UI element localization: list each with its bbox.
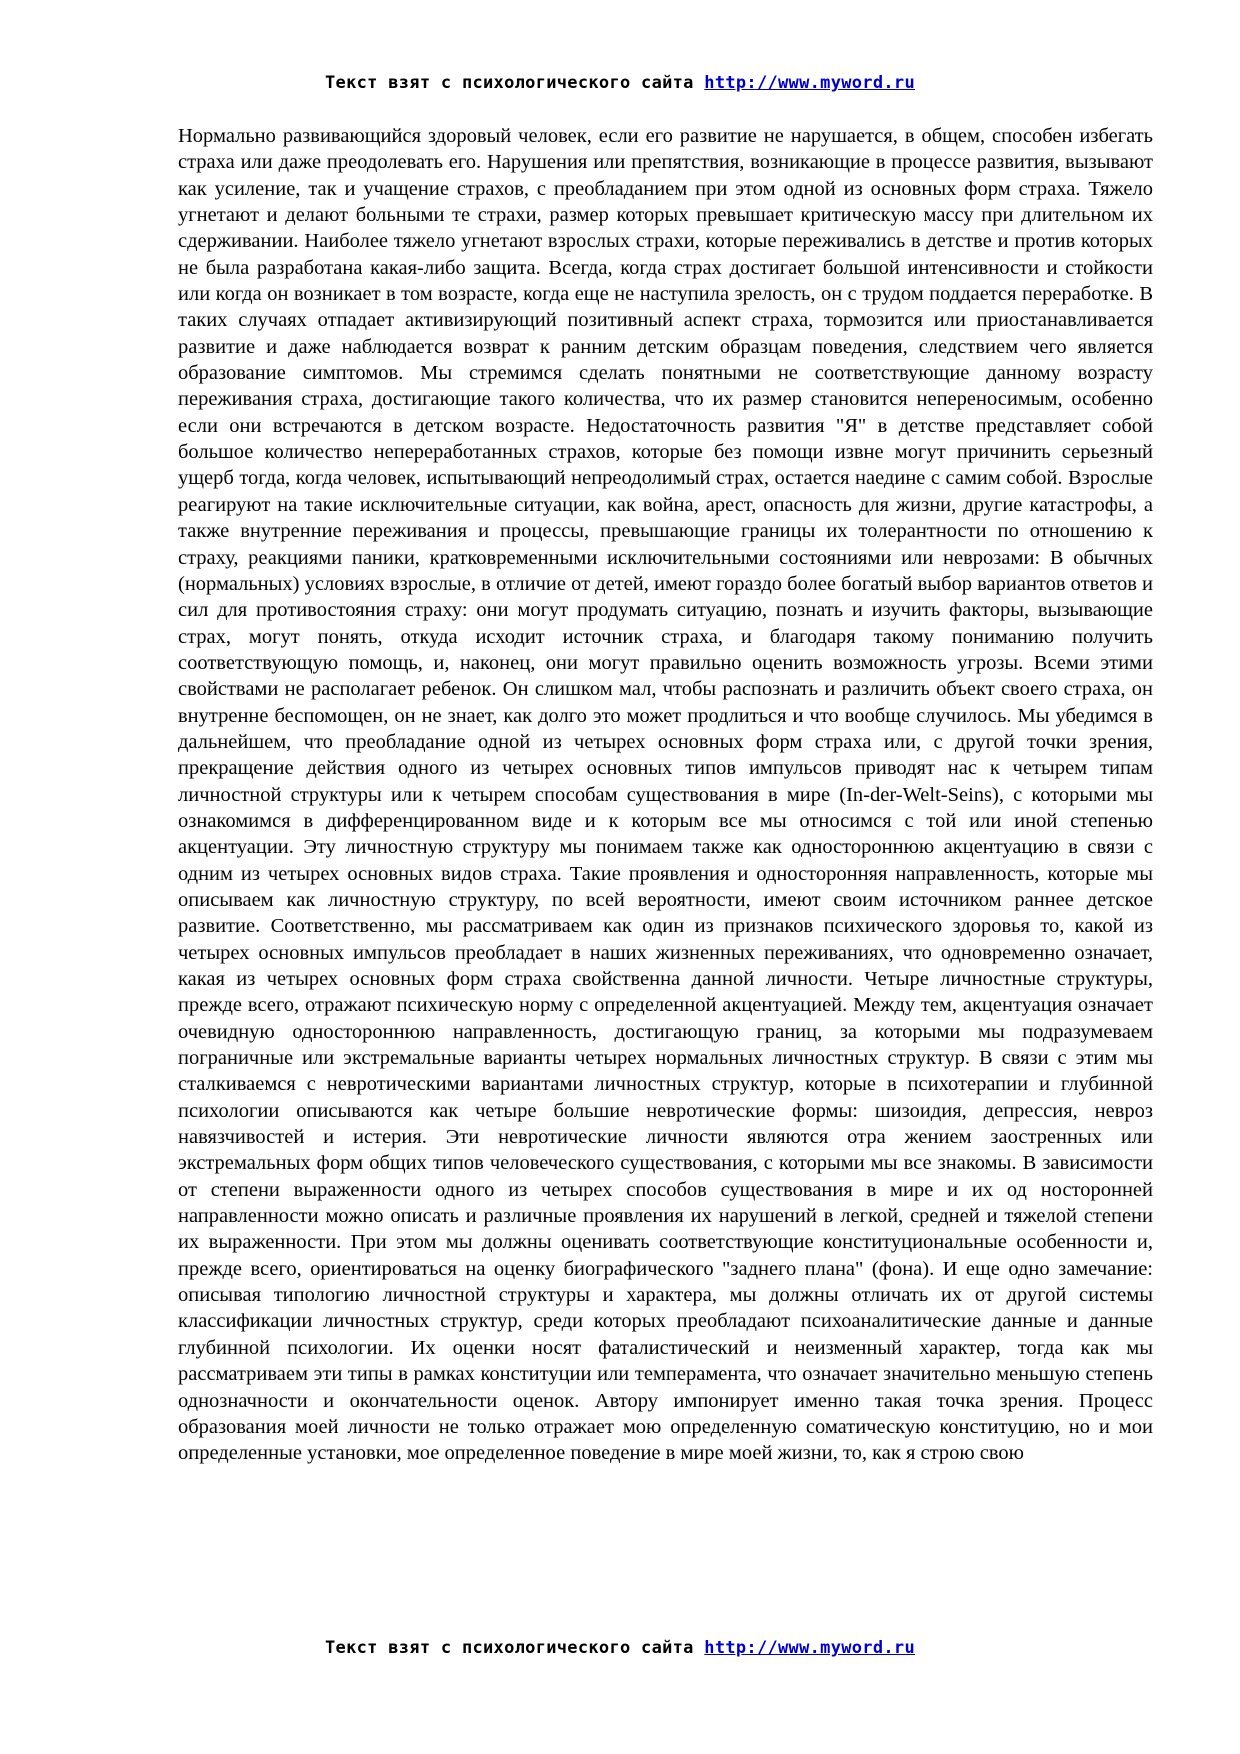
header-source-line	[0, 73, 1240, 93]
footer-source-text: Текст взят с психологического сайта	[325, 1638, 694, 1658]
header-source-text: Текст взят с психологического сайта	[325, 73, 694, 93]
body-paragraph: Нормально развивающийся здоровый человек, если его развитие не нарушается, в общем, способен избегать страха или даже преодолевать его. Нарушения или препятствия, возникающие в процессе развития, вызывают как усиление, так и учащение страхов, с преобладанием при этом одной из основных форм страха. Тяжело угнетают и делают больными те страхи, размер которых превышает критическую массу при длительном их сдерживании. Наиболее тяжело угнетают взрослых страхи, которые переживались в детстве и против которых не была разработана какая-либо защита. Всегда, когда страх достигает большой интенсивности и стойкости или когда он возникает в том возрасте, когда еще не наступила зрелость, он с трудом поддается переработке. В таких случаях отпадает активизирующий позитивный аспект страха, тормозится или приостанавливается развитие и даже наблюдается возврат к ранним детским образцам поведения, следствием чего является образование симптомов. Мы стремимся сделать понятными не соответствующие данному возрасту переживания страха, достигающие такого количества, что их размер становится непереносимым, особенно если они встречаются в детском возрасте. Недостаточность развития "Я" в детстве представляет собой большое количество непереработанных страхов, которые без помощи извне могут причинить серьезный ущерб тогда, когда человек, испытывающий непреодолимый страх, остается наедине с самим собой. Взрослые реагируют на такие исключительные ситуации, как война, арест, опасность для жизни, другие катастрофы, а также внутренние переживания и процессы, превышающие границы их толерантности по отношению к страху, реакциями паники, кратковременными исключительными состояниями или неврозами: В обычных (нормальных) условиях взрослые, в отличие от детей, имеют гораздо более богатый выбор вариантов ответов и сил для противостояния страху: они могут продумать ситуацию, познать и изучить факторы, вызывающие страх, могут понять, откуда исходит источник страха, и благодаря такому пониманию получить соответствующую помощь, и, наконец, они могут правильно оценить возможность угрозы. Всеми этими свойствами не располагает ребенок. Он слишком мал, чтобы распознать и различить объект своего страха, он внутренне беспомощен, он не знает, как долго это может продлиться и что вообще случилось. Мы убедимся в дальнейшем, что преобладание одной из четырех основных форм страха или, с другой точки зрения, прекращение действия одного из четырех основных типов импульсов приводят нас к четырем типам личностной структуры или к четырем способам существования в мире (In-der-Welt-Seins), с которыми мы ознакомимся в дифференцированном виде и к которым все мы относимся с той или иной степенью акцентуации. Эту личностную структуру мы понимаем также как одностороннюю акцентуацию в связи с одним из четырех основных видов страха. Такие проявления и односторонняя направленность, которые мы описываем как личностную структуру, по всей вероятности, имеют своим источником раннее детское развитие. Соответственно, мы рассматриваем как один из признаков психического здоровья то, какой из четырех основных импульсов преобладает в наших жизненных переживаниях, что одновременно означает, какая из четырех основных форм страха свойственна данной личности. Четыре личностные структуры, прежде всего, отражают психическую норму с определенной акцентуацией. Между тем, акцентуация означает очевидную одностороннюю направленность, достигающую границ, за которыми мы подразумеваем пограничные или экстремальные варианты четырех нормальных личностных структур. В связи с этим мы сталкиваемся с невротическими вариантами личностных структур, которые в психотерапии и глубинной психологии описываются как четыре большие невротические формы: шизоидия, депрессия, невроз навязчивостей и истерия. Эти невротические личности являются отра жением заостренных или экстремальных форм общих типов человеческого существования, с которыми мы все знакомы. В зависимости от степени выраженности одного из четырех способов существования в мире и их од носторонней направленности можно описать и различные проявления их нарушений в легкой, средней и тяжелой степени их выраженности. При этом мы должны оценивать соответствующие конституциональные особенности и, прежде всего, ориентироваться на оценку биографического "заднего плана" (фона). И еще одно замечание: описывая типологию личностной структуры и характера, мы должны отличать их от другой системы классификации личностных структур, среди которых преобладают психоаналитические данные и данные глубинной психологии. Их оценки носят фаталистический и неизменный характер, тогда как мы рассматриваем эти типы в рамках конституции или темперамента, что означает значительно меньшую степень однозначности и окончательности оценок. Автору импонирует именно такая точка зрения. Процесс образования моей личности не только отражает мою определенную соматическую конституцию, но и мои определенные установки, мое определенное поведение в мире моей жизни, то, как я строю свою	[178, 125, 1153, 1465]
header-source-link[interactable]: http://www.myword.ru	[704, 73, 915, 93]
footer-source-line	[0, 1638, 1240, 1658]
footer-source-link[interactable]: http://www.myword.ru	[704, 1638, 915, 1658]
